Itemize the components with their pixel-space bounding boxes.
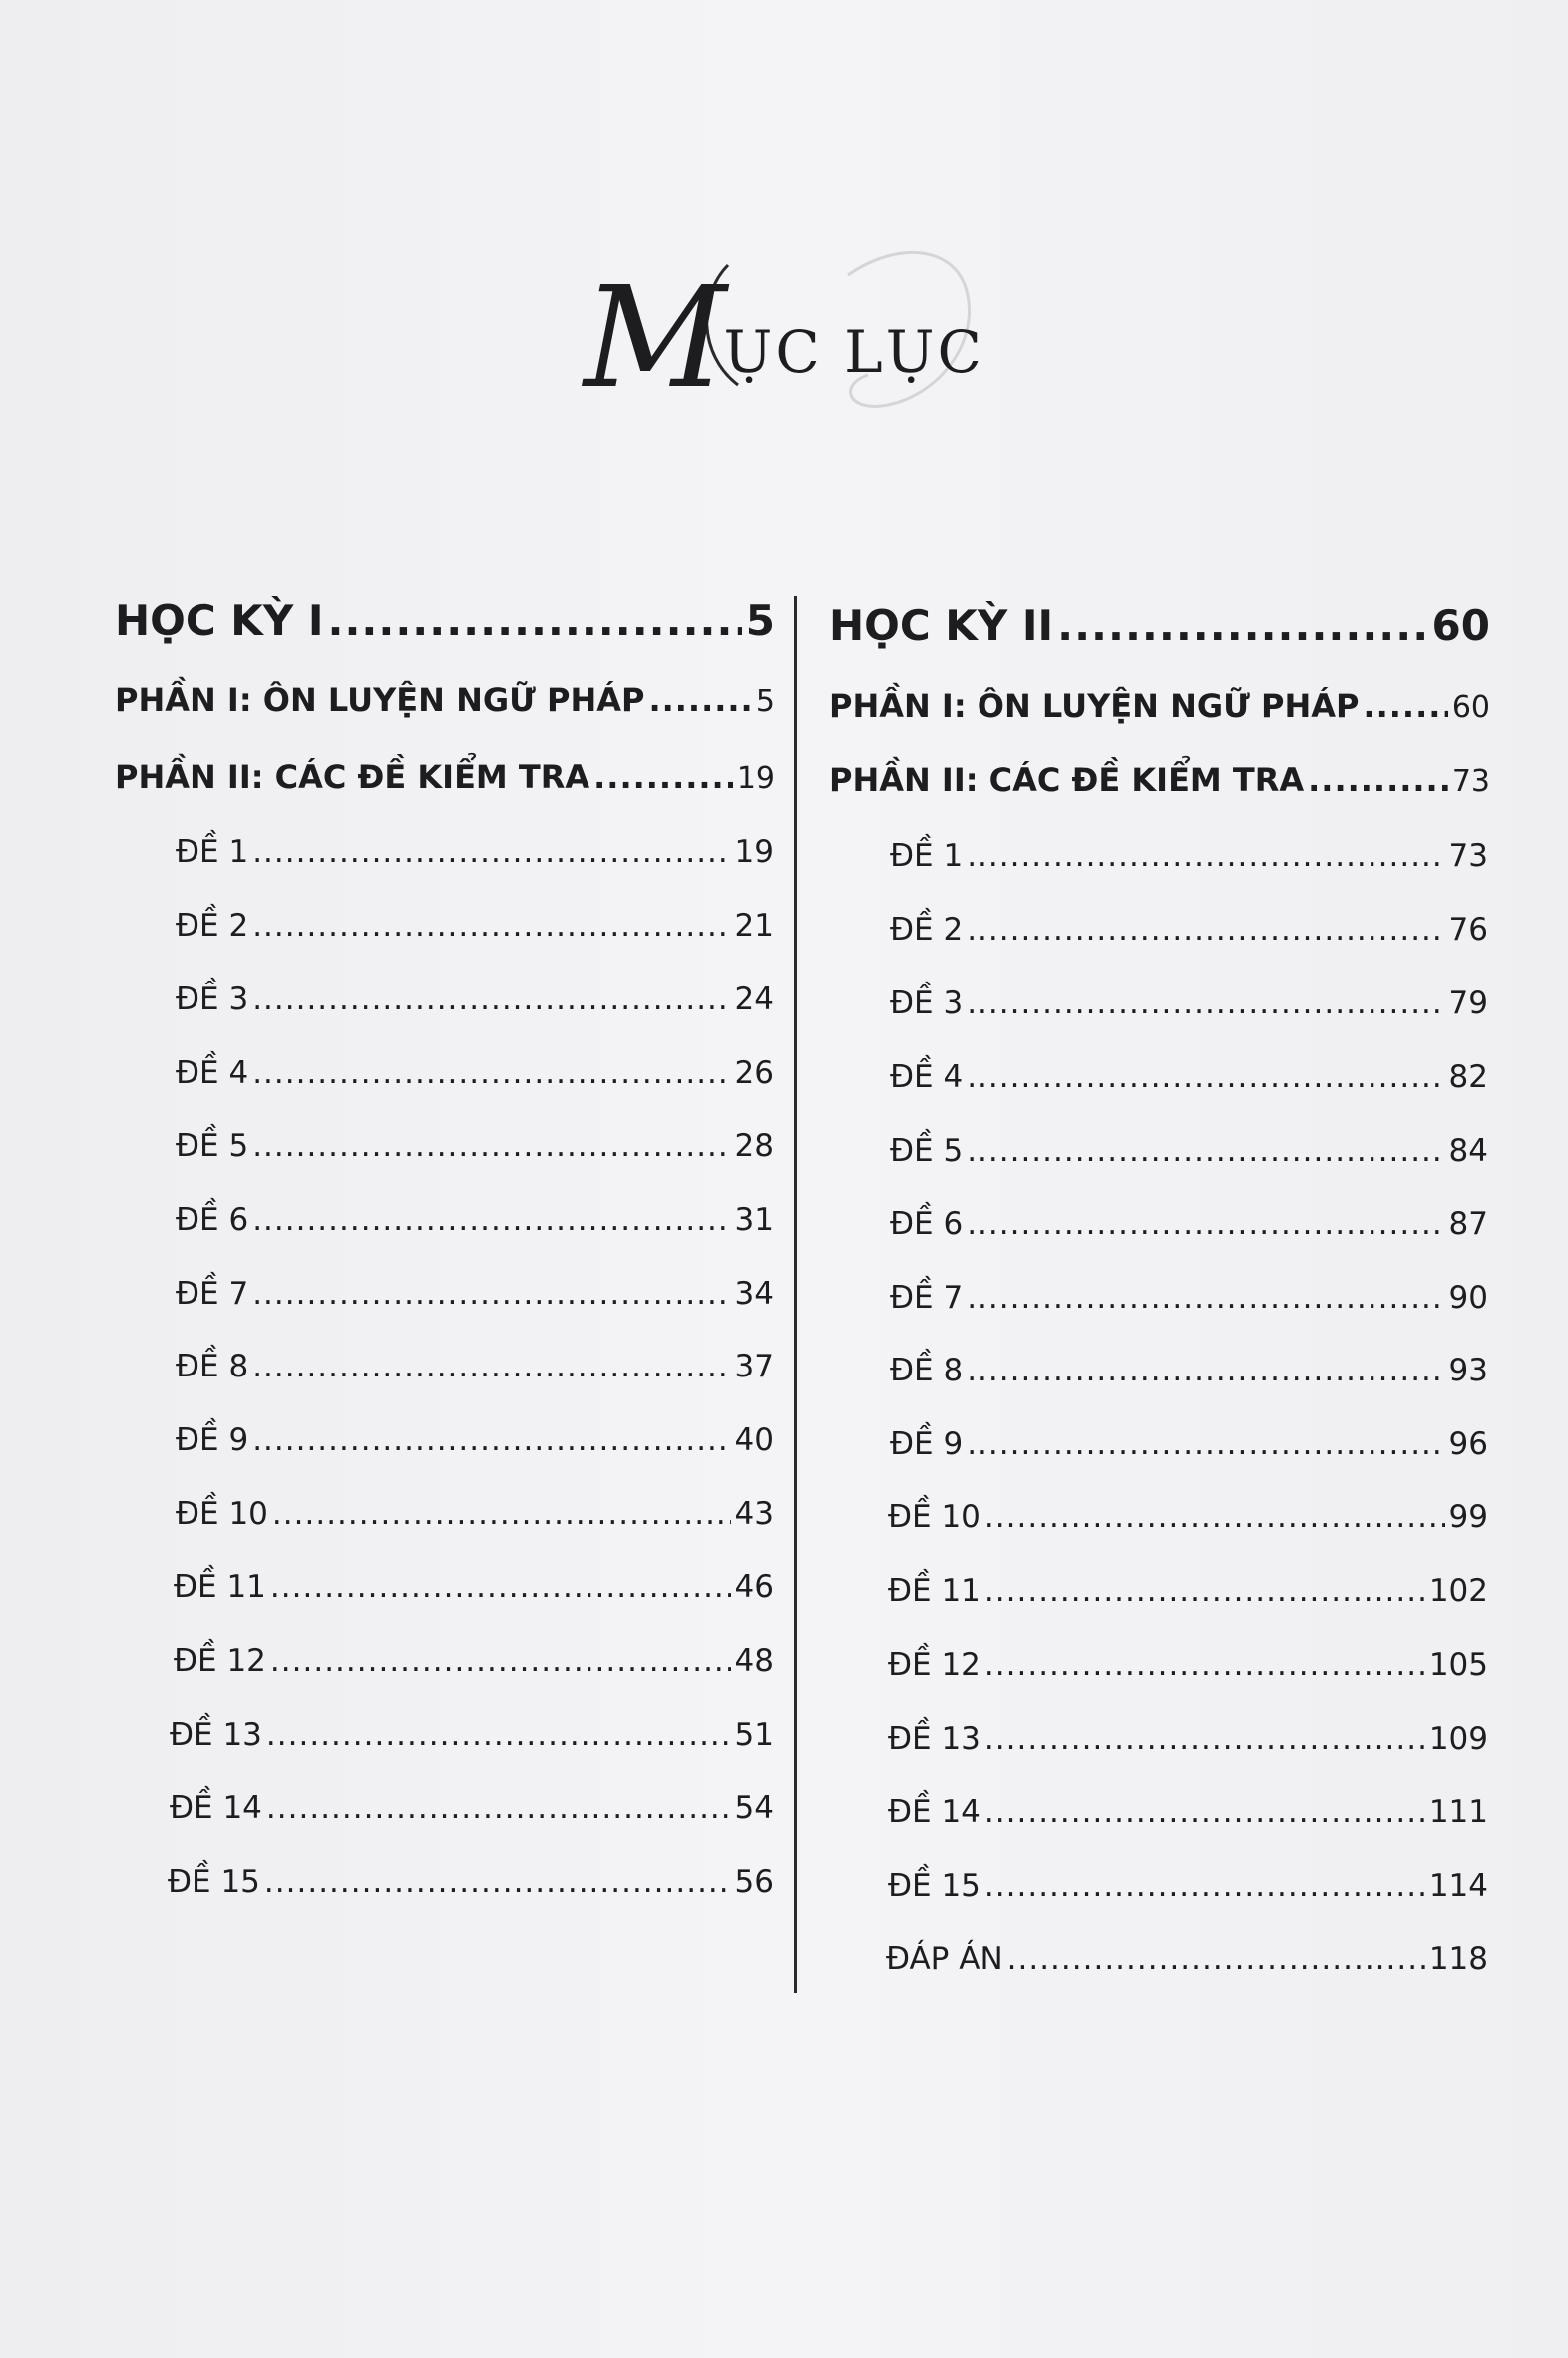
dot-leader (252, 834, 730, 870)
entry-page: 40 (734, 1422, 774, 1458)
entry-page: 73 (1448, 838, 1488, 874)
entry-label: ĐỀ 10 (176, 1496, 268, 1532)
entry-page: 43 (734, 1496, 774, 1532)
toc-entry-test (176, 1496, 774, 1532)
entry-label: PHẦN II: CÁC ĐỀ KIỂM TRA (115, 758, 590, 796)
entry-label: ĐỀ 9 (890, 1426, 964, 1462)
entry-label: PHẦN I: ÔN LUYỆN NGỮ PHÁP (115, 681, 645, 719)
entry-label: ĐỀ 5 (176, 1128, 249, 1164)
dot-leader (984, 1573, 1425, 1609)
column-divider (794, 596, 797, 1993)
dot-leader (252, 1422, 730, 1458)
dot-leader (252, 1202, 730, 1238)
title-rest-2: LỤC (844, 318, 984, 386)
dot-leader (266, 1717, 731, 1753)
entry-label: ĐỀ 7 (890, 1280, 964, 1316)
toc-entry-hoc-ky-2 (829, 601, 1490, 650)
entry-page: 19 (734, 834, 774, 870)
toc-entry-test (888, 1794, 1488, 1830)
toc-entry-test (170, 1790, 774, 1826)
toc-entry-test (888, 1721, 1488, 1757)
entry-label: ĐỀ 3 (176, 982, 249, 1017)
entry-page: 90 (1448, 1280, 1488, 1316)
entry-label: ĐỀ 4 (890, 1059, 964, 1095)
entry-page: 51 (734, 1717, 774, 1753)
entry-page: 21 (734, 908, 774, 944)
entry-page: 28 (734, 1128, 774, 1164)
dot-leader (1308, 761, 1448, 799)
entry-page: 56 (734, 1864, 774, 1900)
entry-page: 46 (734, 1569, 774, 1605)
dot-leader (967, 912, 1444, 948)
toc-entry-test (888, 1573, 1488, 1609)
entry-page: 5 (755, 684, 775, 719)
entry-page: 54 (734, 1790, 774, 1826)
entry-label: PHẦN I: ÔN LUYỆN NGỮ PHÁP (829, 687, 1360, 725)
entry-label: ĐÁP ÁN (886, 1941, 1003, 1977)
dot-leader (593, 758, 733, 796)
entry-label: ĐỀ 7 (176, 1276, 249, 1312)
entry-label: ĐỀ 3 (890, 985, 964, 1021)
toc-entry-test (176, 1202, 774, 1238)
dot-leader (967, 838, 1444, 874)
toc-entry-test (888, 1868, 1488, 1904)
title-initial: M (584, 257, 730, 420)
toc-entry-test (890, 1426, 1488, 1462)
toc-entry-test (176, 1128, 774, 1164)
entry-label: ĐỀ 4 (176, 1055, 249, 1091)
entry-page: 60 (1451, 690, 1490, 725)
entry-page: 93 (1448, 1353, 1488, 1388)
entry-label: HỌC KỲ I (115, 596, 324, 645)
entry-page: 34 (734, 1276, 774, 1312)
entry-page: 96 (1448, 1426, 1488, 1462)
toc-entry-test (176, 834, 774, 870)
entry-page: 102 (1428, 1573, 1488, 1609)
dot-leader (266, 1790, 731, 1826)
toc-entry-test (176, 982, 774, 1017)
toc-entry-phan-2 (829, 761, 1490, 799)
entry-label: ĐỀ 2 (890, 912, 964, 948)
entry-label: ĐỀ 11 (174, 1569, 266, 1605)
entry-page: 99 (1448, 1499, 1488, 1535)
toc-entry-test (890, 1206, 1488, 1242)
entry-page: 79 (1448, 985, 1488, 1021)
entry-label: ĐỀ 14 (888, 1794, 980, 1830)
entry-label: ĐỀ 8 (176, 1349, 249, 1384)
entry-page: 114 (1428, 1868, 1488, 1904)
toc-entry-test (890, 912, 1488, 948)
dot-leader (984, 1868, 1425, 1904)
toc-entry-test (174, 1643, 774, 1679)
dot-leader (252, 1276, 730, 1312)
dot-leader (984, 1499, 1445, 1535)
dot-leader (967, 1133, 1444, 1169)
entry-page: 73 (1451, 764, 1490, 799)
toc-entry-hoc-ky-1 (115, 596, 775, 645)
entry-label: ĐỀ 9 (176, 1422, 249, 1458)
dot-leader (252, 1055, 730, 1091)
toc-entry-test (176, 908, 774, 944)
dot-leader (328, 596, 742, 645)
entry-label: ĐỀ 5 (890, 1133, 964, 1169)
toc-entry-phan-1 (115, 681, 775, 719)
page-title (0, 257, 1568, 420)
dot-leader (984, 1794, 1425, 1830)
toc-entry-test (890, 838, 1488, 874)
entry-label: ĐỀ 12 (174, 1643, 266, 1679)
toc-entry-test (176, 1055, 774, 1091)
dot-leader (264, 1864, 731, 1900)
toc-entry-phan-1 (829, 687, 1490, 725)
dot-leader (984, 1721, 1425, 1757)
dot-leader (967, 985, 1444, 1021)
dot-leader (1057, 601, 1427, 650)
entry-page: 60 (1431, 601, 1490, 650)
dot-leader (252, 982, 730, 1017)
entry-label: ĐỀ 13 (888, 1721, 980, 1757)
dot-leader (1007, 1941, 1425, 1977)
entry-label: HỌC KỲ II (829, 601, 1054, 650)
dot-leader (1363, 687, 1447, 725)
dot-leader (252, 1128, 730, 1164)
toc-entry-test (176, 1422, 774, 1458)
entry-label: ĐỀ 2 (176, 908, 249, 944)
entry-label: ĐỀ 1 (890, 838, 964, 874)
entry-label: ĐỀ 11 (888, 1573, 980, 1609)
toc-entry-test (176, 1349, 774, 1384)
dot-leader (270, 1643, 731, 1679)
entry-page: 87 (1448, 1206, 1488, 1242)
entry-page: 76 (1448, 912, 1488, 948)
entry-page: 31 (734, 1202, 774, 1238)
entry-label: ĐỀ 14 (170, 1790, 262, 1826)
dot-leader (252, 908, 730, 944)
entry-label: ĐỀ 15 (888, 1868, 980, 1904)
entry-label: ĐỀ 1 (176, 834, 249, 870)
entry-page: 19 (736, 761, 775, 796)
entry-page: 26 (734, 1055, 774, 1091)
dot-leader (967, 1353, 1444, 1388)
entry-page: 37 (734, 1349, 774, 1384)
toc-entry-phan-2 (115, 758, 775, 796)
toc-entry-test (888, 1499, 1488, 1535)
entry-page: 5 (745, 596, 775, 645)
entry-page: 118 (1428, 1941, 1488, 1977)
entry-page: 48 (734, 1643, 774, 1679)
dot-leader (967, 1426, 1444, 1462)
dot-leader (252, 1349, 730, 1384)
toc-entry-test (170, 1717, 774, 1753)
entry-page: 109 (1428, 1721, 1488, 1757)
toc-entry-test (168, 1864, 774, 1900)
entry-label: ĐỀ 8 (890, 1353, 964, 1388)
toc-entry-test (890, 1353, 1488, 1388)
entry-label: ĐỀ 6 (890, 1206, 964, 1242)
dot-leader (648, 681, 751, 719)
toc-entry-test (888, 1647, 1488, 1683)
entry-page: 84 (1448, 1133, 1488, 1169)
toc-entry-answers (886, 1941, 1488, 1977)
dot-leader (270, 1569, 731, 1605)
dot-leader (272, 1496, 731, 1532)
entry-label: ĐỀ 6 (176, 1202, 249, 1238)
entry-page: 24 (734, 982, 774, 1017)
dot-leader (967, 1206, 1444, 1242)
toc-entry-test (890, 985, 1488, 1021)
entry-page: 82 (1448, 1059, 1488, 1095)
toc-entry-test (890, 1133, 1488, 1169)
entry-page: 111 (1428, 1794, 1488, 1830)
toc-entry-test (174, 1569, 774, 1605)
entry-label: ĐỀ 12 (888, 1647, 980, 1683)
entry-page: 105 (1428, 1647, 1488, 1683)
dot-leader (984, 1647, 1425, 1683)
dot-leader (967, 1059, 1444, 1095)
dot-leader (967, 1280, 1444, 1316)
entry-label: PHẦN II: CÁC ĐỀ KIỂM TRA (829, 761, 1305, 799)
toc-entry-test (890, 1059, 1488, 1095)
entry-label: ĐỀ 15 (168, 1864, 260, 1900)
title-rest-1: ỤC (723, 318, 823, 386)
toc-entry-test (890, 1280, 1488, 1316)
entry-label: ĐỀ 13 (170, 1717, 262, 1753)
toc-entry-test (176, 1276, 774, 1312)
entry-label: ĐỀ 10 (888, 1499, 980, 1535)
